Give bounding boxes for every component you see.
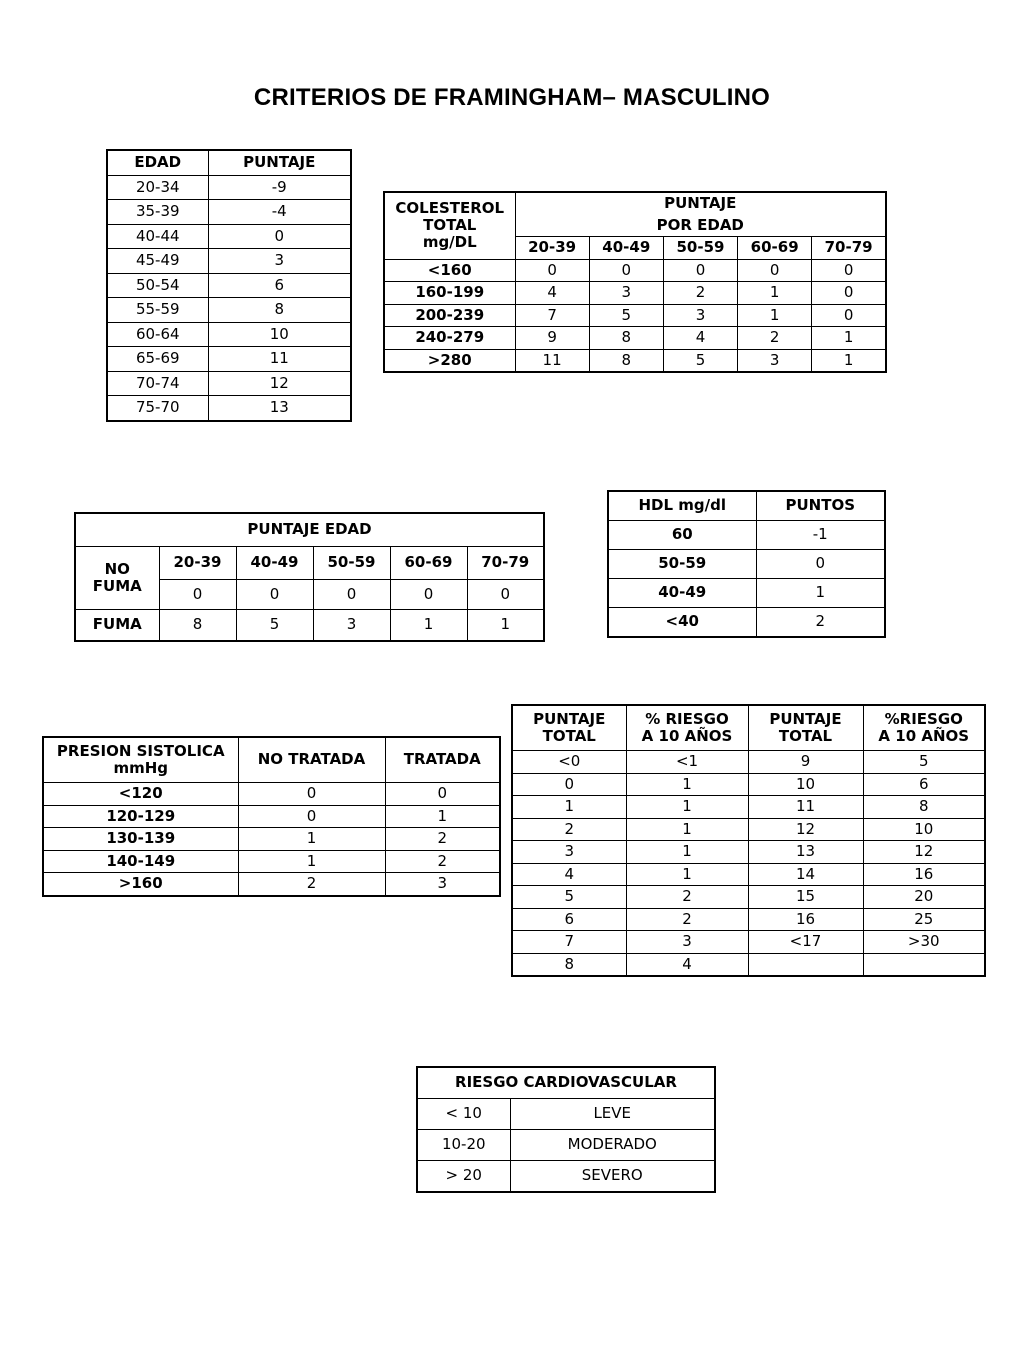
score-cell: 2 [238,873,385,896]
age-range-cell: 45-49 [107,249,208,274]
score-cell: <0 [512,751,626,774]
colesterol-table [383,191,887,373]
presion-table [42,736,501,897]
score-cell: 1 [738,304,812,327]
percent-range-cell: < 10 [417,1099,510,1130]
score-cell: 6 [512,908,626,931]
risk-cell: 1 [626,773,748,796]
table-row [107,396,351,421]
score-cell: 6 [208,273,351,298]
risk-cell [863,953,985,976]
score-cell: 10 [208,322,351,347]
header-line: A 10 AÑOS [641,727,733,745]
score-cell: <17 [748,931,863,954]
age-group-header: 50-59 [313,547,390,580]
points-cell: 0 [756,550,885,579]
score-cell: 4 [515,282,589,305]
risk-cell: 6 [863,773,985,796]
puntaje-total-header [512,705,626,751]
header-line: TOTAL [778,727,833,745]
cholesterol-range-cell: 240-279 [384,327,515,350]
score-cell: 5 [589,304,663,327]
cholesterol-range-cell: <160 [384,259,515,282]
table-header-row [384,192,886,215]
riesgo-table [511,704,986,977]
header-line: PUNTAJE [533,709,606,728]
header-line: PUNTAJE [769,709,842,728]
age-group-header: 20-39 [159,547,236,580]
score-cell: 1 [512,796,626,819]
score-cell: 9 [748,751,863,774]
riesgo-cardiovascular-table [416,1066,716,1193]
risk-cell: 2 [626,908,748,931]
risk-cell: 25 [863,908,985,931]
score-cell: 0 [812,259,886,282]
age-range-cell: 75-70 [107,396,208,421]
table-row [43,873,500,896]
score-cell: 0 [236,579,313,609]
risk-cell: <1 [626,751,748,774]
risk-cell: >30 [863,931,985,954]
colesterol-label-line2: TOTAL [423,216,477,235]
score-cell: 0 [663,259,737,282]
age-range-cell: 55-59 [107,298,208,323]
hdl-table [607,490,886,638]
fuma-label: FUMA [75,610,159,642]
score-cell: 8 [208,298,351,323]
table-row [107,371,351,396]
score-cell: -4 [208,200,351,225]
hdl-range-cell: 50-59 [608,550,756,579]
presion-header [43,737,238,783]
table-row [107,175,351,200]
age-range-cell: 70-74 [107,371,208,396]
table-row [512,931,985,954]
header-line: %RIESGO [884,709,963,728]
table-row [384,304,886,327]
score-cell: 2 [512,818,626,841]
score-cell: 5 [512,886,626,909]
table-row [43,783,500,806]
table-row [608,579,885,608]
score-cell: 8 [589,349,663,372]
tabaco-table [74,512,545,642]
age-group-header: 50-59 [663,237,737,260]
score-cell: 3 [512,841,626,864]
score-cell: 2 [738,327,812,350]
score-cell: 13 [748,841,863,864]
table-row [417,1099,715,1130]
puntaje-header-line1: PUNTAJE [515,192,886,215]
age-group-header: 70-79 [467,547,544,580]
score-cell: 8 [512,953,626,976]
score-cell: 12 [208,371,351,396]
table-header-row [608,491,885,521]
table-row [512,841,985,864]
table-row [107,200,351,225]
riesgo-10-anos-header [626,705,748,751]
age-range-cell: 20-34 [107,175,208,200]
puntaje-header-line2: POR EDAD [515,215,886,237]
score-cell: 1 [812,349,886,372]
table-header-row [512,705,985,751]
riesgo-10-anos-header [863,705,985,751]
risk-cell: 8 [863,796,985,819]
cholesterol-range-cell: 160-199 [384,282,515,305]
score-cell: 0 [313,579,390,609]
score-cell: 0 [515,259,589,282]
score-cell: 5 [663,349,737,372]
risk-cell: 1 [626,796,748,819]
table-row [608,521,885,550]
age-range-cell: 35-39 [107,200,208,225]
risk-level-cell: MODERADO [510,1130,715,1161]
table-row [75,547,544,580]
age-group-header: 60-69 [390,547,467,580]
table-row [512,908,985,931]
table-row [107,298,351,323]
table-header-row [107,150,351,175]
header-hdl: HDL mg/dl [608,491,756,521]
score-cell: 1 [467,610,544,642]
score-cell: 1 [385,805,500,828]
table-row [417,1130,715,1161]
score-cell: 0 [385,783,500,806]
table-row [608,608,885,638]
score-cell: 14 [748,863,863,886]
score-cell: 11 [208,347,351,372]
colesterol-label-line1: COLESTEROL [395,198,505,217]
pressure-range-cell: 140-149 [43,850,238,873]
score-cell: 5 [236,610,313,642]
no-fuma-label [75,547,159,610]
risk-cell: 20 [863,886,985,909]
table-row [512,796,985,819]
score-cell: 0 [738,259,812,282]
table-row [107,322,351,347]
score-cell: 13 [208,396,351,421]
table-row [43,805,500,828]
score-cell: 2 [385,850,500,873]
puntaje-total-header [748,705,863,751]
table-row [512,773,985,796]
table-row [107,249,351,274]
score-cell: 3 [663,304,737,327]
table-row [43,828,500,851]
risk-cell: 1 [626,818,748,841]
hdl-range-cell: 40-49 [608,579,756,608]
points-cell: -1 [756,521,885,550]
presion-header-line1: PRESION SISTOLICA [56,741,225,760]
score-cell: 3 [738,349,812,372]
header-edad: EDAD [107,150,208,175]
score-cell: 0 [589,259,663,282]
score-cell: 0 [238,783,385,806]
table-row [512,953,985,976]
score-cell: 0 [812,282,886,305]
score-cell: 0 [812,304,886,327]
score-cell: 3 [313,610,390,642]
table-row [384,259,886,282]
hdl-range-cell: 60 [608,521,756,550]
score-cell: 0 [467,579,544,609]
score-cell: 7 [515,304,589,327]
age-range-cell: 65-69 [107,347,208,372]
risk-cell: 4 [626,953,748,976]
age-group-header: 40-49 [236,547,313,580]
table-header-row [43,737,500,783]
age-range-cell: 40-44 [107,224,208,249]
score-cell: 8 [159,610,236,642]
risk-cell: 16 [863,863,985,886]
table-header-row [75,513,544,547]
percent-range-cell: 10-20 [417,1130,510,1161]
score-cell: 11 [515,349,589,372]
table-row [43,850,500,873]
table-row [75,610,544,642]
puntaje-edad-header: PUNTAJE EDAD [75,513,544,547]
risk-cell: 1 [626,863,748,886]
score-cell: -9 [208,175,351,200]
score-cell: 15 [748,886,863,909]
score-cell: 4 [663,327,737,350]
score-cell: 9 [515,327,589,350]
table-row [512,751,985,774]
score-cell: 0 [208,224,351,249]
riesgo-cardiovascular-header: RIESGO CARDIOVASCULAR [417,1067,715,1099]
score-cell: 1 [812,327,886,350]
age-range-cell: 50-54 [107,273,208,298]
edad-table [106,149,352,422]
score-cell: 1 [238,828,385,851]
age-range-cell: 60-64 [107,322,208,347]
score-cell: 10 [748,773,863,796]
risk-cell: 5 [863,751,985,774]
risk-cell: 1 [626,841,748,864]
score-cell: 11 [748,796,863,819]
score-cell: 0 [512,773,626,796]
pressure-range-cell: <120 [43,783,238,806]
cholesterol-range-cell: 200-239 [384,304,515,327]
risk-cell: 2 [626,886,748,909]
hdl-range-cell: <40 [608,608,756,638]
score-cell: 1 [238,850,385,873]
score-cell: 1 [390,610,467,642]
table-row [417,1161,715,1193]
table-row [384,327,886,350]
pressure-range-cell: 120-129 [43,805,238,828]
age-group-header: 40-49 [589,237,663,260]
score-cell: 1 [738,282,812,305]
table-row [107,273,351,298]
score-cell: 0 [390,579,467,609]
score-cell: 3 [385,873,500,896]
table-row [107,347,351,372]
score-cell: 3 [589,282,663,305]
header-line: A 10 AÑOS [878,727,970,745]
presion-header-line2: mmHg [113,759,169,777]
table-header-row [417,1067,715,1099]
score-cell: 16 [748,908,863,931]
header-line: % RIESGO [645,709,729,728]
tratada-header: TRATADA [385,737,500,783]
score-cell: 4 [512,863,626,886]
table-row [384,349,886,372]
no-fuma-label-line2: FUMA [92,577,142,595]
score-cell: 12 [748,818,863,841]
header-puntaje: PUNTAJE [208,150,351,175]
colesterol-label-line3: mg/DL [422,233,477,252]
table-row [608,550,885,579]
pressure-range-cell: >160 [43,873,238,896]
points-cell: 1 [756,579,885,608]
table-row [512,818,985,841]
no-tratada-header: NO TRATADA [238,737,385,783]
table-row [512,886,985,909]
score-cell: 8 [589,327,663,350]
score-cell: 7 [512,931,626,954]
colesterol-label-header [384,192,515,259]
risk-cell: 10 [863,818,985,841]
no-fuma-label-line1: NO [104,559,130,578]
table-row [384,282,886,305]
risk-level-cell: LEVE [510,1099,715,1130]
header-puntos: PUNTOS [756,491,885,521]
score-cell: 2 [385,828,500,851]
table-row [512,863,985,886]
risk-level-cell: SEVERO [510,1161,715,1193]
score-cell: 0 [238,805,385,828]
score-cell: 0 [159,579,236,609]
risk-cell: 3 [626,931,748,954]
pressure-range-cell: 130-139 [43,828,238,851]
points-cell: 2 [756,608,885,638]
risk-cell: 12 [863,841,985,864]
age-group-header: 20-39 [515,237,589,260]
cholesterol-range-cell: >280 [384,349,515,372]
age-group-header: 60-69 [738,237,812,260]
score-cell: 3 [208,249,351,274]
percent-range-cell: > 20 [417,1161,510,1193]
page-title: CRITERIOS DE FRAMINGHAM– MASCULINO [253,84,771,111]
table-row [107,224,351,249]
score-cell: 2 [663,282,737,305]
header-line: TOTAL [542,727,596,745]
score-cell [748,953,863,976]
age-group-header: 70-79 [812,237,886,260]
